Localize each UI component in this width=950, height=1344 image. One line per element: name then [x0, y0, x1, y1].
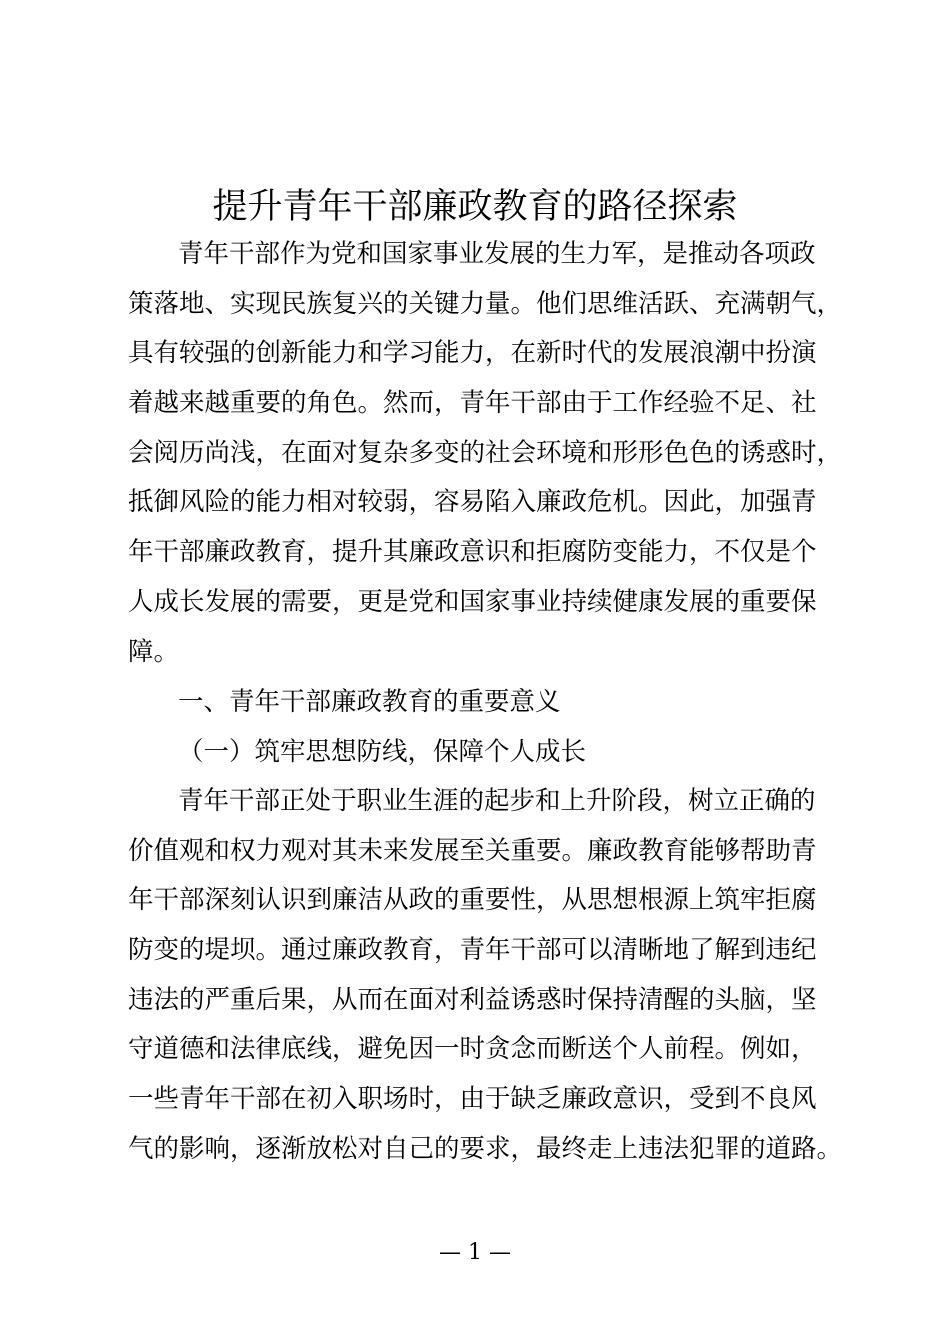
paragraph-line: 年干部廉政教育，提升其廉政意识和拒腐防变能力，不仅是个	[128, 537, 817, 568]
paragraph-line: 着越来越重要的角色。然而，青年干部由于工作经验不足、社	[128, 388, 817, 419]
section-heading: 一、青年干部廉政教育的重要意义	[178, 687, 561, 717]
paragraph-line: 价值观和权力观对其未来发展至关重要。廉政教育能够帮助青	[128, 835, 817, 866]
paragraph-line: 一些青年干部在初入职场时，由于缺乏廉政意识，受到不良风	[128, 1084, 817, 1115]
paragraph-line: 违法的严重后果，从而在面对利益诱惑时保持清醒的头脑，坚	[128, 984, 817, 1015]
subsection-heading: （一）筑牢思想防线，保障个人成长	[178, 737, 587, 767]
paragraph-line: 防变的堤坝。通过廉政教育，青年干部可以清晰地了解到违纪	[128, 935, 817, 966]
paragraph-line: 年干部深刻认识到廉洁从政的重要性，从思想根源上筑牢拒腐	[128, 885, 817, 916]
paragraph-line: 守道德和法律底线，避免因一时贪念而断送个人前程。例如，	[128, 1034, 817, 1065]
subsection-heading-block	[128, 728, 834, 778]
paragraph-line: 具有较强的创新能力和学习能力，在新时代的发展浪潮中扮演	[128, 338, 817, 369]
section-heading-block	[128, 678, 834, 728]
intro-paragraph	[128, 230, 843, 677]
paragraph-line: 青年干部正处于职业生涯的起步和上升阶段，树立正确的	[178, 786, 816, 816]
paragraph-line: 会阅历尚浅，在面对复杂多变的社会环境和形形色色的诱惑时，	[128, 437, 843, 468]
paragraph-line: 人成长发展的需要，更是党和国家事业持续健康发展的重要保	[128, 586, 817, 617]
paragraph-line: 气的影响，逐渐放松对自己的要求，最终走上违法犯罪的道路。	[128, 1133, 843, 1164]
document-title: 提升青年干部廉政教育的路径探索	[212, 187, 738, 227]
section-paragraph	[128, 777, 843, 1175]
paragraph-line: 抵御风险的能力相对较弱，容易陷入廉政危机。因此，加强青	[128, 487, 817, 518]
page-number: — 1 —	[439, 1240, 511, 1265]
paragraph-line: 青年干部作为党和国家事业发展的生力军，是推动各项政	[178, 239, 816, 269]
paragraph-line: 障。	[128, 636, 180, 667]
paragraph-line: 策落地、实现民族复兴的关键力量。他们思维活跃、充满朝气，	[128, 288, 843, 319]
